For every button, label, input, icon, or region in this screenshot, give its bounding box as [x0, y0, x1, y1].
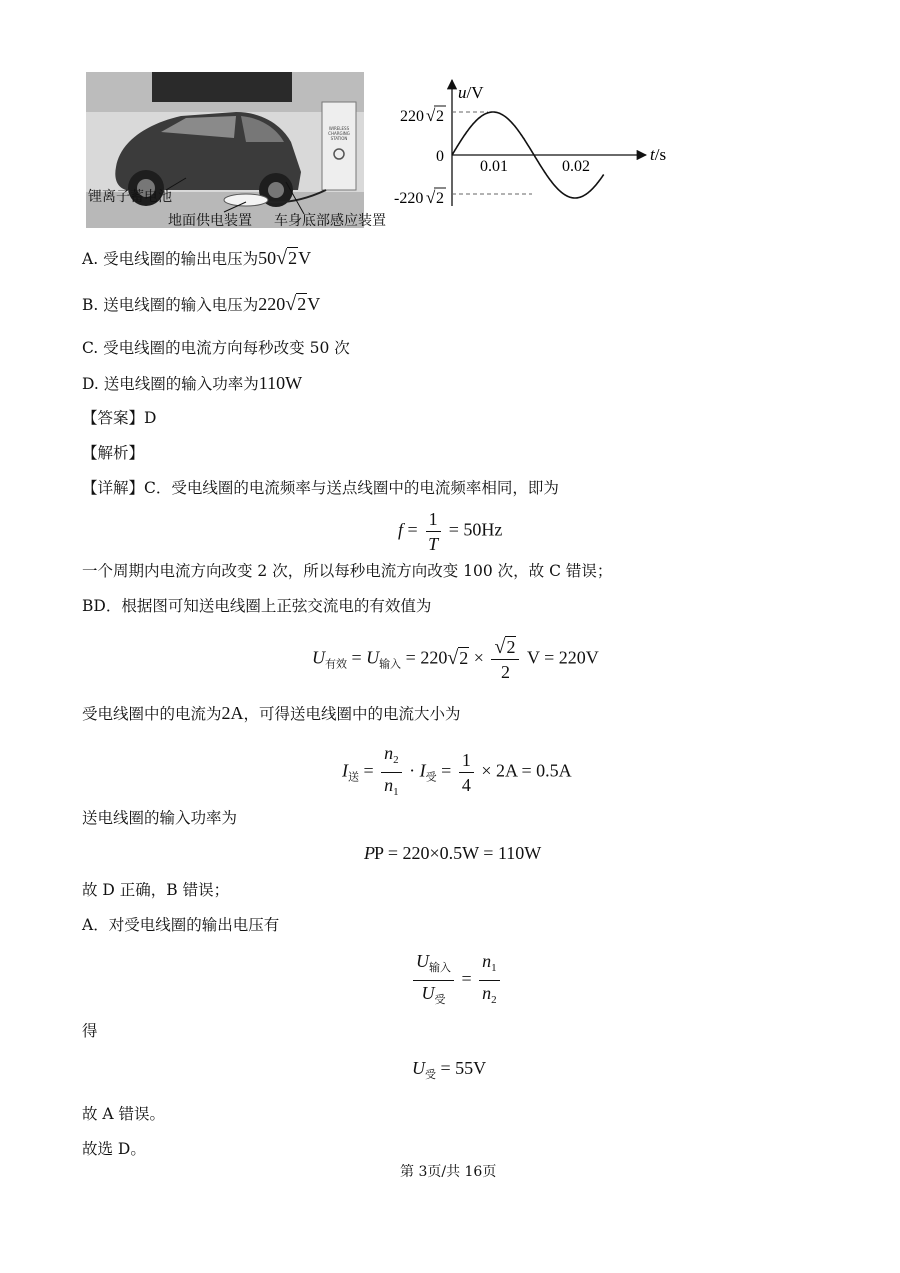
svg-text:2: 2	[436, 108, 444, 125]
x-axis-label: t/s	[650, 145, 667, 164]
line-direction-change: 一个周期内电流方向改变 2 次，所以每秒电流方向改变 100 次，故 C 错误；	[82, 562, 613, 580]
equation-ratio: $\frac{U_{输入}}{U_受}$ = $\frac{n_1}{n_2}$	[410, 950, 503, 1011]
line-choose: 故选 D。	[82, 1140, 146, 1158]
line-power-intro: 送电线圈的输入功率为	[82, 809, 238, 827]
label-ground-device: 地面供电装置	[168, 213, 252, 229]
sign-line-1: WIRELESS	[328, 126, 350, 131]
line-a-intro: A．对受电线圈的输出电压有	[82, 916, 280, 934]
svg-text:√: √	[426, 188, 436, 207]
line-therefore: 得	[82, 1022, 98, 1040]
svg-text:2: 2	[436, 190, 444, 207]
option-c: C. 受电线圈的电流方向每秒改变 50 次	[82, 339, 350, 357]
answer-line: 【答案】D	[82, 409, 157, 427]
x-tick-001: 0.01	[480, 158, 508, 175]
sign-line-2: CHARGING	[328, 131, 350, 136]
equation-current: $I_送$ = $\frac{n_2}{n_1}$ · $I_受$ = $\frac{1}{4}$ × 2A = 0.5A	[342, 743, 572, 798]
analysis-title: 【解析】	[82, 444, 145, 462]
option-d: D. 送电线圈的输入功率为110W	[82, 373, 303, 393]
equation-output-voltage: $U_受 = 55V$	[412, 1058, 487, 1081]
x-tick-002: 0.02	[562, 158, 590, 175]
line-current: 受电线圈中的电流为2A，可得送电线圈中的电流大小为	[82, 703, 461, 723]
y-tick-min	[394, 188, 446, 207]
label-battery: 锂离子蓄电池	[88, 189, 172, 205]
y-axis-label: u/V	[458, 83, 484, 102]
svg-text:220: 220	[400, 108, 424, 125]
svg-text:√: √	[426, 106, 436, 125]
option-b: B. 送电线圈的输入电压为220√2V	[82, 293, 321, 315]
sign-line-3: STATION	[330, 136, 348, 141]
line-d-correct: 故 D 正确，B 错误；	[82, 881, 230, 899]
equation-power: PP = 220×0.5W = 110W	[364, 843, 542, 863]
svg-text:-220: -220	[394, 190, 424, 207]
detail-intro: 【详解】C．受电线圈的电流频率与送点线圈中的电流频率相同，即为	[82, 479, 559, 497]
label-bottom-device: 车身底部感应装置	[274, 213, 386, 229]
voltage-time-chart	[392, 76, 682, 226]
equation-frequency: f = $\frac{1}{T}$ = 50Hz	[398, 509, 503, 554]
equation-effective-voltage: $U_{有效} = U_{输入} = 220√2$ × $\frac{√2}{2}$ V = 220V	[312, 636, 599, 682]
option-a: A. 受电线圈的输出电压为50√2V	[82, 247, 312, 269]
page-footer: 第 3页/共 16页	[400, 1164, 497, 1180]
line-a-wrong: 故 A 错误。	[82, 1105, 166, 1123]
y-tick-zero: 0	[436, 148, 444, 165]
line-bd-intro: BD．根据图可知送电线圈上正弦交流电的有效值为	[82, 597, 432, 615]
y-tick-max	[400, 106, 446, 125]
